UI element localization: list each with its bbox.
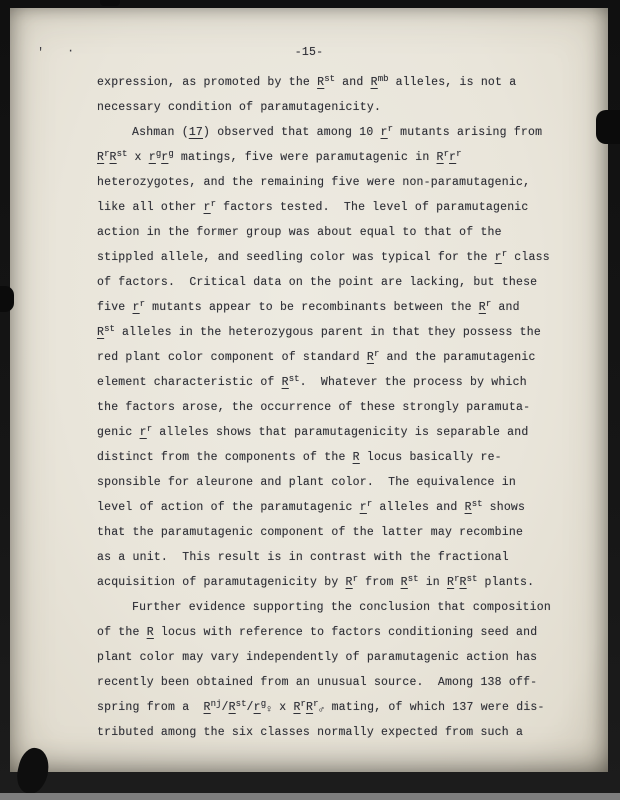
text-line: action in the former group was about equal to that of the <box>97 226 502 239</box>
stray-ink-mark: ' <box>37 46 45 60</box>
superscript: st <box>104 324 115 334</box>
superscript: r <box>104 149 110 159</box>
text-line: stippled allele, and seedling color was typical for the $r^r$ class <box>97 249 550 264</box>
gene-symbol: r <box>203 201 211 214</box>
gene-symbol: r <box>148 151 156 164</box>
gene-symbol: R <box>203 701 211 714</box>
text-line: $R^{st}$ alleles in the heterozygous parent in that they possess the <box>97 324 541 339</box>
gene-symbol: r <box>449 151 457 164</box>
superscript: g <box>155 149 162 159</box>
text-line: of factors. Critical data on the point are lacking, but these <box>97 276 538 289</box>
text-line: distinct from the components of the R locus basically re- <box>97 451 502 464</box>
superscript: r <box>373 349 380 359</box>
superscript: r <box>456 149 462 159</box>
gene-symbol: R <box>345 576 353 589</box>
text-line: $R^rR^{st}$ x $r^gr^g$ matings, five were paramutagenic in $R^rr^r$ <box>97 149 462 164</box>
gene-symbol: R <box>293 701 301 714</box>
superscript: st <box>235 699 247 709</box>
gene-symbol: R <box>146 626 154 639</box>
text-line: of the R locus with reference to factors conditioning seed and <box>97 626 538 639</box>
gene-symbol: R <box>370 76 378 89</box>
gene-symbol: 17 <box>188 126 204 139</box>
gene-symbol: R <box>317 76 325 89</box>
gene-symbol: R <box>400 576 408 589</box>
superscript: st <box>116 149 128 159</box>
text-line: expression, as promoted by the $R^{st}$ and $R^{mb}$ alleles, is not a <box>97 74 517 89</box>
gene-symbol: r <box>139 426 147 439</box>
text-line: element characteristic of $R^{st}$. Whatever the process by which <box>97 374 527 389</box>
gene-symbol: R <box>109 151 117 164</box>
superscript: g <box>260 699 267 709</box>
gene-symbol: r <box>359 501 367 514</box>
superscript: r <box>300 699 306 709</box>
gene-symbol: R <box>366 351 374 364</box>
gene-symbol: r <box>253 701 261 714</box>
gene-symbol: R <box>228 701 236 714</box>
superscript: r <box>501 249 508 259</box>
text-line: spring from a $R^{nj}/R^{st}/r^g♀$ x $R^rR^r♂$ mating, of which 137 were dis- <box>97 699 545 716</box>
scanner-bed-edge <box>0 793 620 800</box>
scan-artifact-left-edge <box>0 286 14 312</box>
gene-symbol: R <box>97 151 105 164</box>
gene-symbol: R <box>447 576 455 589</box>
text-line: heterozygotes, and the remaining five were non-paramutagenic, <box>97 176 531 189</box>
subscript: ♂ <box>318 705 325 716</box>
superscript: r <box>210 199 217 209</box>
text-line: acquisition of paramutagenicity by $R^r$ from $R^{st}$ in $R^rR^{st}$ plants. <box>97 574 535 589</box>
gene-symbol: R <box>97 326 105 339</box>
page-number: -15- <box>294 46 324 59</box>
text-line: like all other $r^r$ factors tested. The level of paramutagenic <box>97 199 529 214</box>
stray-ink-mark: · <box>67 44 75 58</box>
gene-symbol: r <box>494 251 502 264</box>
scan-artifact-top-edge <box>100 0 120 6</box>
superscript: nj <box>210 699 222 709</box>
document-page <box>10 8 608 772</box>
superscript: st <box>324 74 336 84</box>
gene-symbol: r <box>161 151 169 164</box>
superscript: mb <box>377 74 389 84</box>
text-line: the factors arose, the occurrence of these strongly paramuta- <box>97 401 531 414</box>
text-block <box>97 70 552 745</box>
superscript: st <box>466 574 478 584</box>
text-line: recently been obtained from an unusual source. Among 138 off- <box>97 676 538 689</box>
gene-symbol: R <box>436 151 444 164</box>
superscript: g <box>168 149 174 159</box>
text-line: tributed among the six classes normally expected from such a <box>97 726 524 739</box>
superscript: r <box>387 124 394 134</box>
gene-symbol: R <box>459 576 467 589</box>
gene-symbol: R <box>305 701 314 714</box>
text-line: Further evidence supporting the conclusion that composition <box>132 601 551 614</box>
superscript: r <box>443 149 450 159</box>
superscript: r <box>146 424 153 434</box>
subscript: ♀ <box>266 705 273 716</box>
text-line: sponsible for aleurone and plant color. The equivalence in <box>97 476 516 489</box>
text-line: five $r^r$ mutants appear to be recombinants between the $R^r$ and <box>97 299 520 314</box>
superscript: r <box>139 299 146 309</box>
scan-artifact-right-edge <box>596 110 620 144</box>
superscript: st <box>471 499 483 509</box>
gene-symbol: r <box>132 301 140 314</box>
text-line: that the paramutagenic component of the latter may recombine <box>97 526 524 539</box>
superscript: st <box>407 574 419 584</box>
superscript: r <box>366 499 373 509</box>
text-line: Ashman (17) observed that among 10 $r^r$ mutants arising from <box>132 124 543 139</box>
superscript: r <box>485 299 492 309</box>
gene-symbol: R <box>478 301 486 314</box>
superscript: r <box>454 574 460 584</box>
text-line: genic $r^r$ alleles shows that paramutagenicity is separable and <box>97 424 529 439</box>
text-line: necessary condition of paramutagenicity. <box>97 101 382 114</box>
gene-symbol: R <box>464 501 472 514</box>
superscript: r <box>313 699 319 709</box>
gene-symbol: R <box>352 451 360 464</box>
text-line: red plant color component of standard $R^r$ and the paramutagenic <box>97 349 536 364</box>
gene-symbol: R <box>281 376 289 389</box>
superscript: st <box>288 374 300 384</box>
text-line: plant color may vary independently of paramutagenic action has <box>97 651 538 664</box>
gene-symbol: r <box>380 126 388 139</box>
text-line: level of action of the paramutagenic $r^r$ alleles and $R^{st}$ shows <box>97 499 526 514</box>
text-line: as a unit. This result is in contrast with the fractional <box>97 551 509 564</box>
superscript: r <box>352 574 359 584</box>
